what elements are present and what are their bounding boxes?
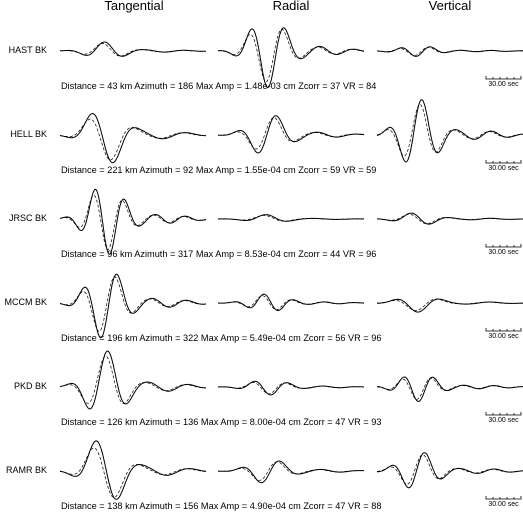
observed-trace-tangential [60,274,206,338]
time-scale-label: 30.00 sec [488,249,519,256]
synthetic-trace-tangential [60,448,206,498]
station-info: Distance = 138 km Azimuth = 156 Max Amp = 4.90e-04 cm Zcorr = 47 VR = 88 [61,501,382,511]
station-row [9,28,523,91]
time-scale-bar [486,76,521,79]
station-info: Distance = 196 km Azimuth = 322 Max Amp = 5.49e-04 cm Zcorr = 56 VR = 96 [61,333,382,343]
synthetic-trace-vertical [377,104,523,156]
station-row [5,274,523,343]
station-row [14,351,523,427]
station-row [6,441,523,511]
observed-trace-radial [218,294,364,310]
station-info: Distance = 96 km Azimuth = 317 Max Amp = 8.53e-04 cm Zcorr = 44 VR = 96 [61,249,377,259]
station-row [9,189,523,259]
column-titles [104,0,471,13]
synthetic-trace-vertical [377,455,523,485]
time-scale-label: 30.00 sec [488,417,519,424]
station-row [10,100,523,175]
station-name: RAMR BK [5,465,47,475]
station-name: JRSC BK [8,213,47,223]
column-title-radial: Radial [272,0,310,13]
time-scale-label: 30.00 sec [488,81,519,88]
synthetic-trace-tangential [60,195,206,249]
synthetic-trace-tangential [60,119,206,160]
station-name: HAST BK [8,45,47,55]
synthetic-trace-radial [218,118,364,149]
synthetic-trace-tangential [60,277,206,331]
observed-trace-radial [218,116,364,153]
synthetic-trace-radial [218,29,364,82]
column-title-tangential: Tangential [104,0,164,13]
station-name: HELL BK [10,129,47,139]
station-name: MCCM BK [4,297,47,307]
time-scale-label: 30.00 sec [488,165,519,172]
time-scale-bar [486,244,521,247]
station-info: Distance = 43 km Azimuth = 186 Max Amp = 1.48e-03 cm Zcorr = 37 VR = 84 [61,81,377,91]
synthetic-trace-tangential [60,356,206,404]
observed-trace-radial [218,28,364,88]
time-scale-label: 30.00 sec [488,333,519,340]
time-scale-label: 30.00 sec [488,501,519,508]
station-info: Distance = 126 km Azimuth = 136 Max Amp = 8.00e-04 cm Zcorr = 47 VR = 93 [61,417,382,427]
synthetic-trace-vertical [377,299,523,311]
observed-trace-tangential [60,114,206,163]
synthetic-trace-vertical [377,378,523,399]
station-rows [5,28,523,511]
observed-trace-vertical [377,453,523,488]
observed-trace-tangential [60,189,206,254]
observed-trace-tangential [60,441,206,500]
time-scale-bar [486,160,521,163]
column-title-vertical: Vertical [428,0,472,13]
station-info: Distance = 221 km Azimuth = 92 Max Amp = 1.55e-04 cm Zcorr = 59 VR = 59 [61,165,377,175]
time-scale-bar [486,496,521,499]
time-scale-bar [486,412,521,415]
observed-trace-tangential [60,351,206,409]
station-name: PKD BK [13,381,47,391]
time-scale-bar [486,328,521,331]
